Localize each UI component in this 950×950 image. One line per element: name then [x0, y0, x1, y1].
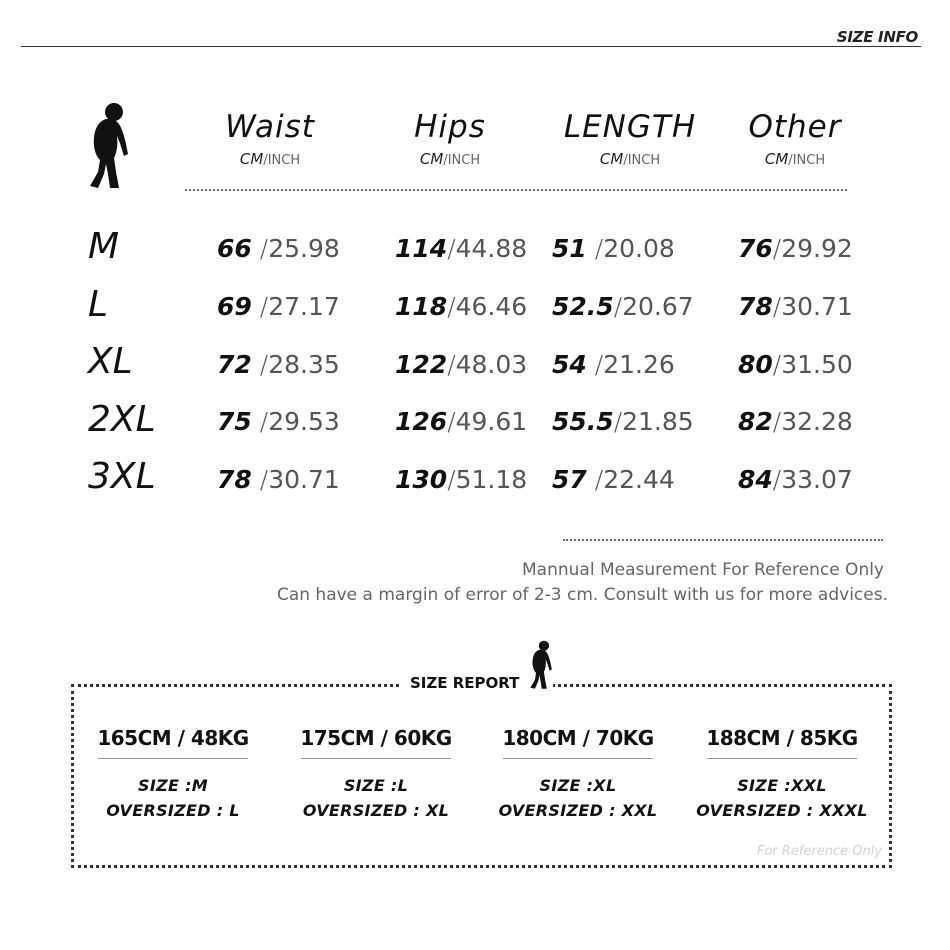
cell-cm: 66 [217, 234, 252, 263]
cell-inch: 32.28 [781, 407, 853, 436]
column-name: Other [748, 109, 842, 145]
item-underline [301, 758, 451, 759]
header-divider [21, 46, 921, 47]
cell-inch: 28.35 [268, 350, 340, 379]
item-underline [707, 758, 857, 759]
column-header-waist [185, 110, 355, 168]
size-report-item [478, 726, 678, 823]
table-cell [395, 350, 527, 379]
table-cell [552, 292, 694, 321]
notes-dotted-divider [563, 539, 883, 541]
cell-cm: 54 [552, 350, 587, 379]
column-unit [545, 150, 715, 168]
unit-inch: INCH [627, 153, 661, 168]
table-cell [217, 407, 340, 436]
table-cell [395, 465, 527, 494]
cell-sep: / [594, 350, 604, 379]
cell-inch: 49.61 [455, 407, 528, 436]
table-cell [738, 350, 853, 379]
cell-cm: 78 [738, 292, 773, 321]
unit-sep: / [443, 153, 448, 168]
cell-inch: 30.71 [268, 465, 340, 494]
item-underline [98, 758, 248, 759]
recommended-size: SIZE :XL [539, 776, 617, 795]
table-cell [738, 407, 853, 436]
cell-sep: / [447, 234, 456, 263]
table-cell [738, 292, 853, 321]
cell-cm: 84 [738, 465, 773, 494]
table-cell [738, 234, 853, 263]
cell-sep: / [259, 292, 269, 321]
item-underline [503, 758, 653, 759]
cell-sep: / [613, 292, 623, 321]
cell-inch: 22.44 [603, 465, 675, 494]
column-unit [365, 150, 535, 168]
unit-inch: INCH [447, 153, 481, 168]
cell-cm: 52.5 [552, 292, 614, 321]
table-cell [395, 234, 527, 263]
column-name: LENGTH [563, 109, 697, 145]
cell-cm: 76 [738, 234, 773, 263]
cell-sep: / [447, 292, 456, 321]
page-header-title: SIZE INFO [836, 28, 918, 46]
table-cell [552, 350, 675, 379]
person-silhouette-icon [84, 102, 130, 190]
cell-sep: / [259, 407, 269, 436]
cell-inch: 20.67 [622, 292, 694, 321]
column-header-length [545, 110, 715, 168]
unit-cm: CM [239, 150, 264, 168]
cell-cm: 69 [217, 292, 252, 321]
column-header-hips [365, 110, 535, 168]
oversized-size: OVERSIZED : XL [302, 801, 450, 820]
table-cell [552, 407, 694, 436]
table-cell [738, 465, 853, 494]
cell-sep: / [447, 407, 456, 436]
unit-sep: / [623, 153, 628, 168]
unit-inch: INCH [792, 153, 826, 168]
cell-sep: / [772, 407, 782, 436]
cell-cm: 51 [552, 234, 587, 263]
size-label: XL [88, 341, 133, 382]
size-label: L [88, 284, 109, 325]
size-report-item [73, 726, 273, 823]
size-report-item [276, 726, 476, 823]
column-unit [185, 150, 355, 168]
cell-inch: 51.18 [455, 465, 528, 494]
table-cell [217, 350, 340, 379]
cell-cm: 78 [217, 465, 252, 494]
column-unit [710, 150, 880, 168]
cell-sep: / [613, 407, 623, 436]
unit-cm: CM [764, 150, 789, 168]
cell-cm: 75 [217, 407, 252, 436]
height-weight: 188CM / 85KG [706, 726, 858, 750]
cell-inch: 33.07 [781, 465, 853, 494]
unit-cm: CM [599, 150, 624, 168]
cell-cm: 57 [552, 465, 587, 494]
cell-inch: 21.26 [603, 350, 675, 379]
table-cell [552, 234, 675, 263]
cell-inch: 30.71 [781, 292, 853, 321]
cell-sep: / [772, 292, 782, 321]
cell-inch: 25.98 [268, 234, 340, 263]
person-silhouette-icon [527, 640, 553, 690]
cell-inch: 46.46 [455, 292, 528, 321]
cell-sep: / [259, 465, 269, 494]
cell-inch: 27.17 [268, 292, 340, 321]
note-line-1: Mannual Measurement For Reference Only [522, 560, 884, 580]
column-name: Waist [225, 109, 315, 145]
table-cell [395, 292, 527, 321]
unit-sep: / [263, 153, 268, 168]
table-cell [395, 407, 527, 436]
unit-cm: CM [419, 150, 444, 168]
unit-inch: INCH [267, 153, 301, 168]
table-cell [217, 234, 340, 263]
column-name: Hips [414, 109, 486, 145]
header-dotted-divider [185, 189, 847, 191]
cell-sep: / [447, 465, 456, 494]
oversized-size: OVERSIZED : XXL [498, 801, 658, 820]
cell-inch: 20.08 [603, 234, 675, 263]
cell-cm: 55.5 [552, 407, 614, 436]
cell-cm: 82 [738, 407, 773, 436]
table-cell [552, 465, 675, 494]
size-label: 2XL [88, 399, 156, 440]
cell-sep: / [772, 234, 782, 263]
table-cell [217, 292, 340, 321]
size-report-title: SIZE REPORT [400, 674, 529, 692]
cell-cm: 130 [395, 465, 448, 494]
oversized-size: OVERSIZED : XXXL [696, 801, 868, 820]
cell-inch: 29.53 [268, 407, 340, 436]
cell-sep: / [772, 350, 782, 379]
height-weight: 180CM / 70KG [502, 726, 654, 750]
recommended-size: SIZE :L [343, 776, 409, 795]
table-cell [217, 465, 340, 494]
size-label: M [88, 226, 120, 267]
cell-sep: / [772, 465, 782, 494]
unit-sep: / [788, 153, 793, 168]
height-weight: 165CM / 48KG [97, 726, 249, 750]
size-label: 3XL [88, 456, 156, 497]
note-line-2: Can have a margin of error of 2-3 cm. Consult with us for more advices. [276, 585, 888, 605]
cell-inch: 29.92 [781, 234, 853, 263]
cell-sep: / [447, 350, 456, 379]
cell-cm: 80 [738, 350, 773, 379]
cell-sep: / [594, 465, 604, 494]
cell-sep: / [594, 234, 604, 263]
cell-inch: 31.50 [781, 350, 853, 379]
cell-cm: 122 [395, 350, 448, 379]
column-header-other [710, 110, 880, 168]
cell-cm: 126 [395, 407, 448, 436]
recommended-size: SIZE :XXL [737, 776, 827, 795]
cell-sep: / [259, 234, 269, 263]
cell-cm: 118 [395, 292, 448, 321]
cell-inch: 44.88 [455, 234, 528, 263]
cell-cm: 114 [395, 234, 448, 263]
cell-cm: 72 [217, 350, 252, 379]
cell-sep: / [259, 350, 269, 379]
height-weight: 175CM / 60KG [300, 726, 452, 750]
size-report-item [682, 726, 882, 823]
cell-inch: 21.85 [622, 407, 694, 436]
reference-only-note: For Reference Only [756, 844, 882, 859]
cell-inch: 48.03 [455, 350, 528, 379]
recommended-size: SIZE :M [138, 776, 208, 795]
oversized-size: OVERSIZED : L [106, 801, 240, 820]
